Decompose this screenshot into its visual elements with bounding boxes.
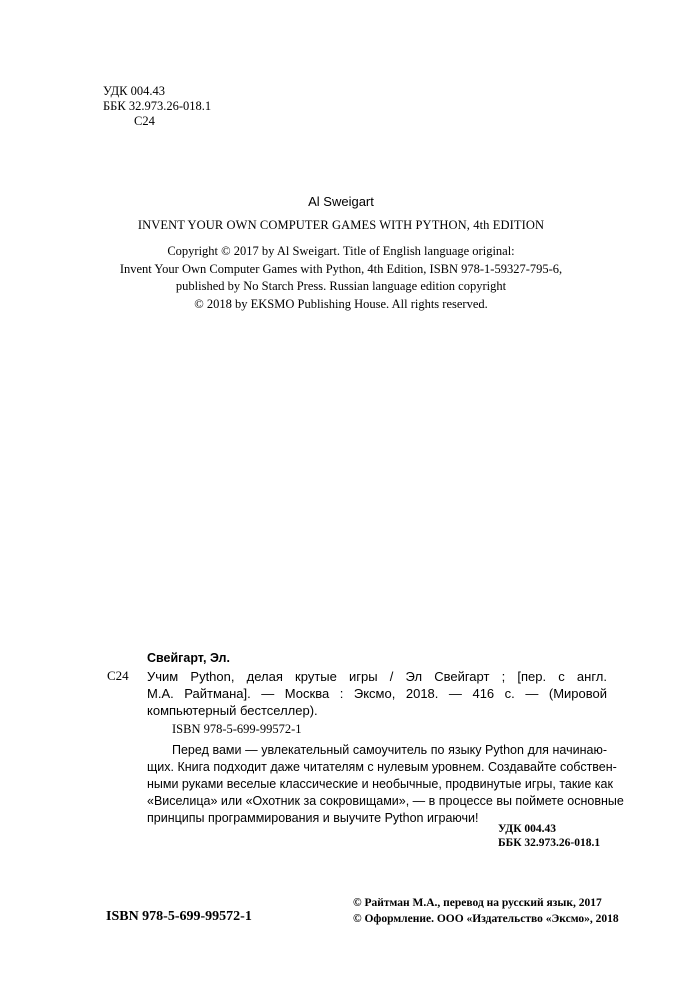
russian-copyright [353,896,619,927]
catalog-line: компьютерный бестселлер). [147,703,318,718]
catalog-heading: Свейгарт, Эл. [147,651,230,665]
copyright-line: © 2018 by EKSMO Publishing House. All rights reserved. [194,296,488,311]
copyright-line: Invent Your Own Computer Games with Python, 4th Edition, ISBN 978-1-59327-795-6, [119,261,563,276]
udk-code: УДК 004.43 [103,84,165,98]
copyright-design: © Оформление. ООО «Издательство «Эксмо», 2018 [353,912,619,925]
annotation-line: щих. Книга подходит даже читателям с нулевым уровнем. Создавайте собствен- [147,760,617,774]
catalog-line: Учим Python, делая крутые игры / Эл Свейгарт ; [пер. с англ. [147,669,607,684]
bbk-code: ББК 32.973.26-018.1 [498,837,601,849]
bbk-code: ББК 32.973.26-018.1 [103,99,212,113]
catalog-description [147,668,607,719]
classification-block-top [103,84,211,129]
catalog-isbn: ISBN 978-5-699-99572-1 [172,722,302,736]
udk-code: УДК 004.43 [498,823,557,835]
classification-block-bottom [498,822,600,850]
isbn: ISBN 978-5-699-99572-1 [106,909,252,924]
original-title: INVENT YOUR OWN COMPUTER GAMES WITH PYTHON, 4th EDITION [137,218,545,232]
original-author: Al Sweigart [308,194,374,209]
copyright-line: published by No Starch Press. Russian language edition copyright [175,279,507,293]
annotation-line: Перед вами — увлекательный самоучитель по языку Python для начинаю- [172,743,607,757]
annotation-line: ными руками веселые классические и необычные, продвинутые игры, такие как [147,777,613,791]
annotation [147,742,624,827]
copyright-line: Copyright © 2017 by Al Sweigart. Title of English language original: [167,244,515,258]
catalog-line: М.А. Райтмана]. — Москва : Эксмо, 2018. — 416 с. — (Мировой [147,686,607,701]
author-mark: С24 [134,114,155,128]
annotation-line: «Виселица» или «Охотник за сокровищами», — в процессе вы поймете основные [147,794,624,808]
copyright-translation: © Райтман М.А., перевод на русский язык, 2017 [353,897,602,909]
catalog-author-mark: С24 [107,668,129,683]
original-copyright [0,243,682,313]
annotation-line: принципы программирования и выучите Python играючи! [147,811,479,825]
